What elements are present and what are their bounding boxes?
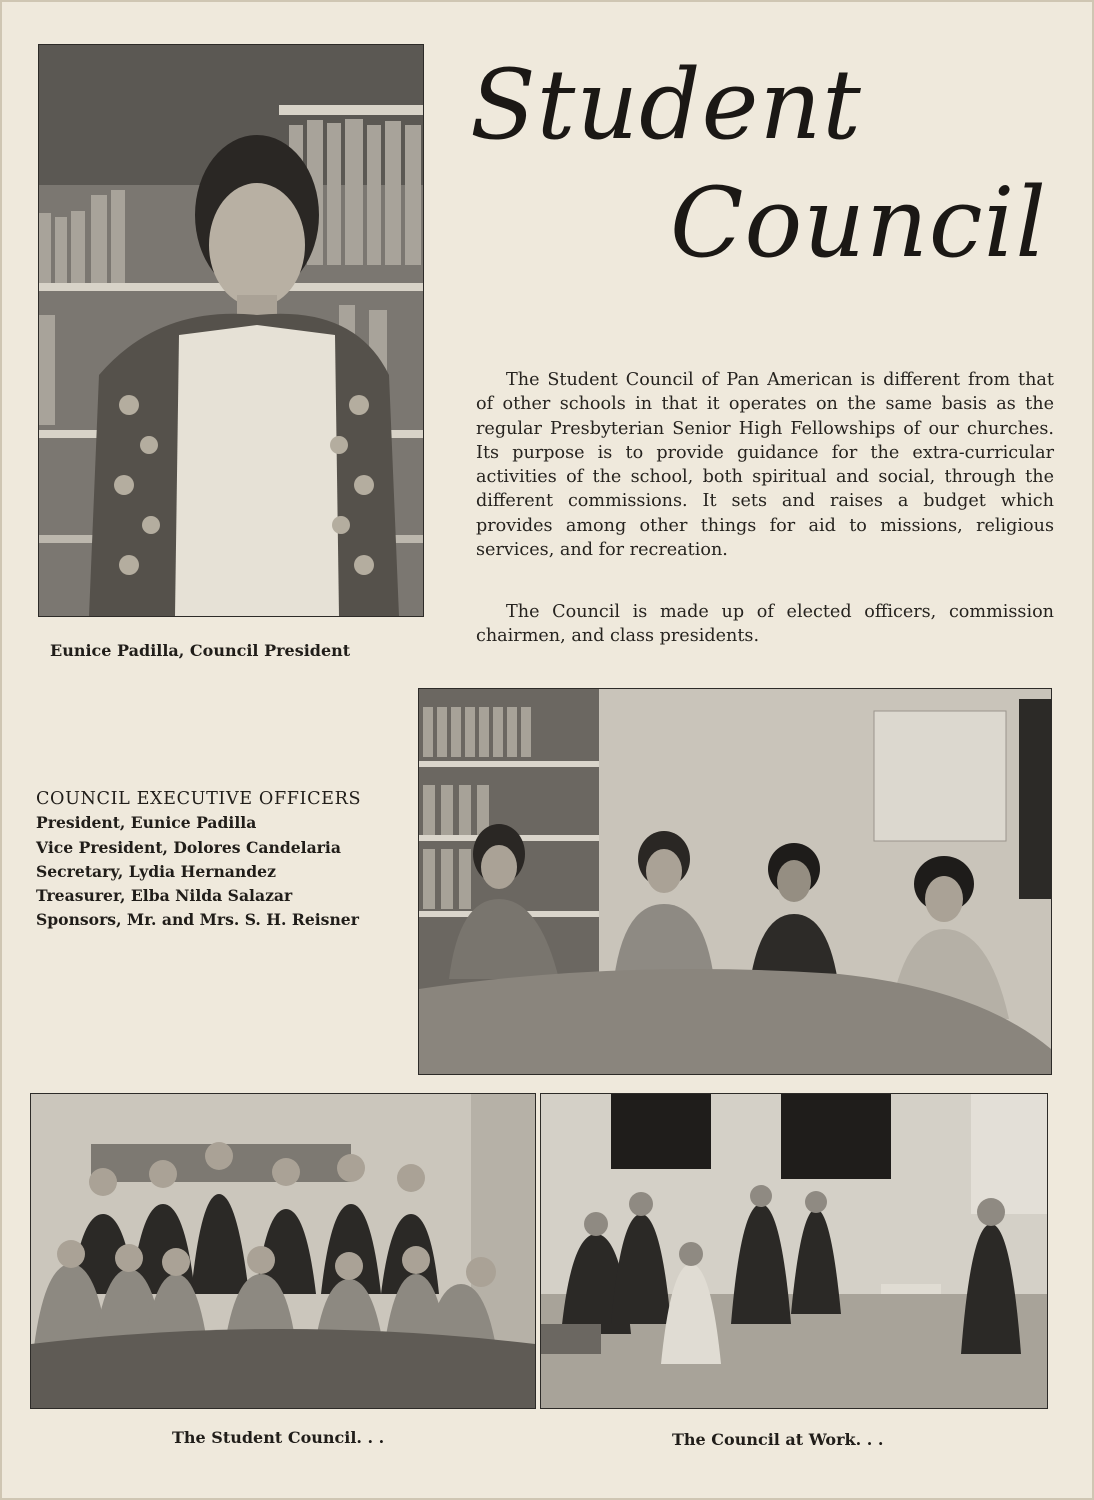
group-photo-caption: The Student Council. . . xyxy=(172,1428,385,1447)
title-line-1: Student xyxy=(470,49,862,161)
executive-officers-photo xyxy=(418,688,1052,1075)
title-line-2: Council xyxy=(670,167,1048,279)
officer-row: President, Eunice Padilla xyxy=(36,813,257,833)
student-council-group-photo xyxy=(30,1093,536,1409)
page-title xyxy=(470,49,1048,290)
membership-paragraph: The Council is made up of elected officers, commission chairmen, and class presidents. xyxy=(476,602,1054,647)
president-portrait-photo xyxy=(38,44,424,617)
officers-heading: COUNCIL EXECUTIVE OFFICERS xyxy=(36,789,362,809)
officer-row: Sponsors, Mr. and Mrs. S. H. Reisner xyxy=(36,910,359,930)
officer-row: Vice President, Dolores Candelaria xyxy=(36,837,341,857)
work-photo-caption: The Council at Work. . . xyxy=(672,1430,884,1449)
executive-officers-list xyxy=(36,787,416,933)
officer-row: Secretary, Lydia Hernandez xyxy=(36,861,276,881)
president-photo-caption: Eunice Padilla, Council President xyxy=(50,641,351,660)
intro-paragraph: The Student Council of Pan American is different from that of other schools in that it operates on the same basis as the regular Presbyterian Senior High Fellowships of our churches. Its purpose is to provide guidance for the extra-curricular activities of the school, both spiritual and social, through the different commissions. It sets and raises a budget which provides among other things for aid to missions, religious services, and for recreation. xyxy=(476,370,1054,561)
officer-row: Treasurer, Elba Nilda Salazar xyxy=(36,886,293,906)
council-at-work-photo xyxy=(540,1093,1048,1409)
